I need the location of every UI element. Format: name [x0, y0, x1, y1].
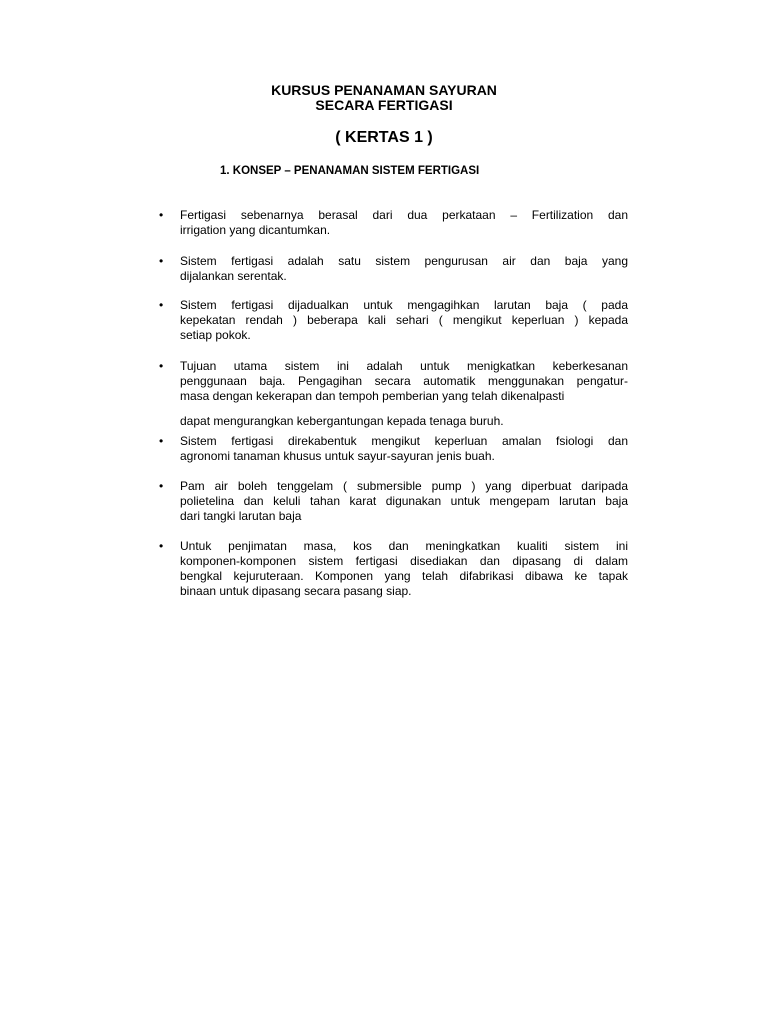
bullet-marker: • — [159, 208, 164, 222]
bullet-text — [180, 479, 628, 524]
bullet-line: setiap pokok. — [180, 328, 251, 342]
bullet-text — [180, 298, 628, 343]
bullet-marker: • — [159, 359, 164, 373]
section-heading: 1. KONSEP – PENANAMAN SISTEM FERTIGASI — [220, 165, 480, 177]
bullet-marker: • — [159, 254, 164, 268]
document-title-line-2: SECARA FERTIGASI — [315, 97, 453, 113]
bullet-marker: • — [159, 298, 164, 312]
bullet-line: Sistem fertigasi direkabentuk mengikut keperluan amalan fsiologi dan — [180, 434, 628, 448]
bullet-line: masa dengan kekerapan dan tempoh pemberian yang telah dikenalpasti — [180, 389, 565, 403]
bullet-line: bengkal kejuruteraan. Komponen yang telah difabrikasi dibawa ke tapak — [180, 569, 628, 583]
bullet-marker: • — [159, 479, 164, 493]
bullet-line: Sistem fertigasi dijadualkan untuk mengagihkan larutan baja ( pada — [180, 298, 628, 312]
bullet-line: dijalankan serentak. — [180, 269, 287, 283]
paper-number: ( KERTAS 1 ) — [335, 129, 433, 146]
bullet-line: kepekatan rendah ) beberapa kali sehari ( mengikut keperluan ) kepada — [180, 313, 628, 327]
bullet-line: komponen-komponen sistem fertigasi disediakan dan dipasang di dalam — [180, 554, 628, 568]
bullet-line: agronomi tanaman khusus untuk sayur-sayuran jenis buah. — [180, 449, 495, 463]
bullet-line: penggunaan baja. Pengagihan secara automatik menggunakan pengatur- — [180, 374, 628, 388]
continuation-line: dapat mengurangkan kebergantungan kepada tenaga buruh. — [180, 414, 504, 428]
bullet-line: dari tangki larutan baja — [180, 509, 302, 523]
bullet-text — [180, 254, 628, 284]
bullet-marker: • — [159, 434, 164, 448]
bullet-line: Untuk penjimatan masa, kos dan meningkatkan kualiti sistem ini — [180, 539, 628, 553]
bullet-line: Fertigasi sebenarnya berasal dari dua perkataan – Fertilization dan — [180, 208, 628, 222]
bullet-text — [180, 208, 628, 238]
bullet-text — [180, 359, 628, 404]
bullet-line: binaan untuk dipasang secara pasang siap. — [180, 584, 412, 598]
bullet-line: Pam air boleh tenggelam ( submersible pump ) yang diperbuat daripada — [180, 479, 628, 493]
bullet-text — [180, 539, 628, 599]
bullet-text — [180, 434, 628, 464]
bullet-line: irrigation yang dicantumkan. — [180, 223, 331, 237]
document-title-line-1: KURSUS PENANAMAN SAYURAN — [271, 82, 497, 98]
bullet-line: Tujuan utama sistem ini adalah untuk menigkatkan keberkesanan — [180, 359, 628, 373]
bullet-line: polietelina dan keluli tahan karat digunakan untuk mengepam larutan baja — [180, 494, 628, 508]
bullet-line: Sistem fertigasi adalah satu sistem pengurusan air dan baja yang — [180, 254, 628, 268]
bullet-marker: • — [159, 539, 164, 553]
